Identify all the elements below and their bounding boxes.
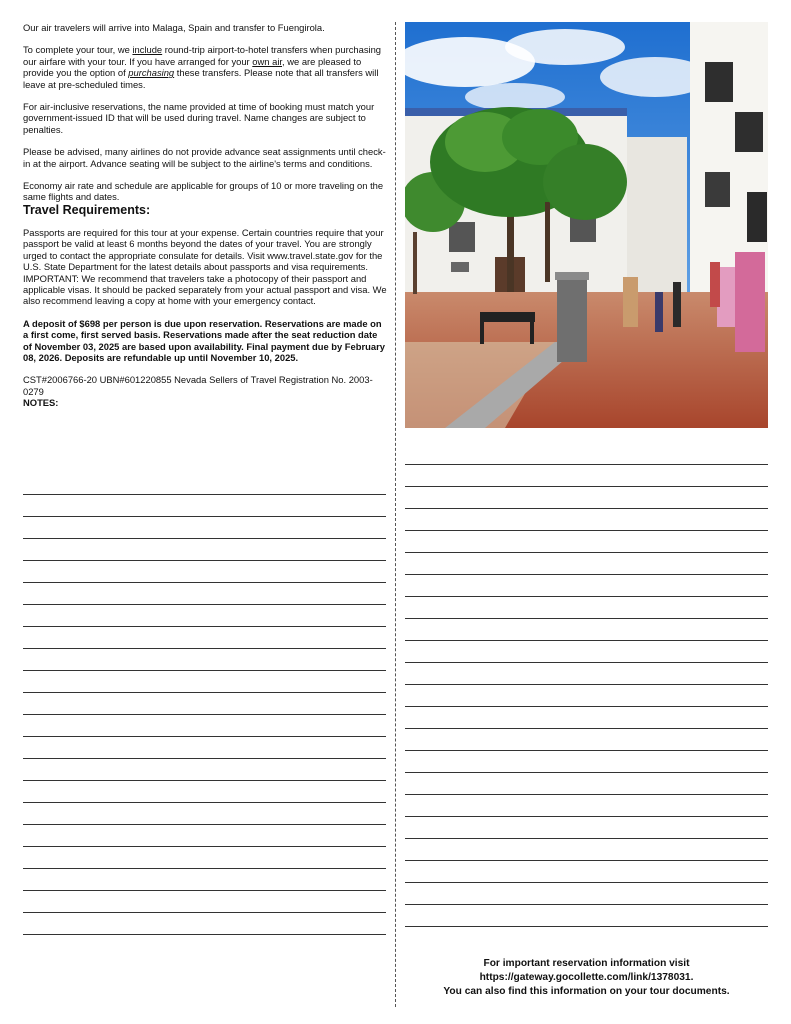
note-line[interactable] xyxy=(405,508,768,509)
note-line[interactable] xyxy=(23,582,386,583)
travel-requirements-heading: Travel Requirements: xyxy=(23,202,151,217)
note-line[interactable] xyxy=(405,860,768,861)
note-line[interactable] xyxy=(23,604,386,605)
deposit-text: A deposit of $698 per person is due upon reservation. Reservations are made on a first come, first served basis. Reservations made after the seat reduction date of November 03, 2025 are based upon availability. Final payment due by February 08, 2026. Deposits are refundable up until November 10, 2025. xyxy=(23,317,385,363)
note-line[interactable] xyxy=(405,530,768,531)
notes-label: NOTES: xyxy=(23,397,59,409)
note-line[interactable] xyxy=(23,736,386,737)
note-line[interactable] xyxy=(23,516,386,517)
reservation-link[interactable]: https://gateway.gocollette.com/link/1378031. xyxy=(479,972,694,983)
note-line[interactable] xyxy=(23,538,386,539)
note-line[interactable] xyxy=(405,904,768,905)
note-line[interactable] xyxy=(405,574,768,575)
note-line[interactable] xyxy=(405,882,768,883)
note-line[interactable] xyxy=(405,684,768,685)
note-line[interactable] xyxy=(23,912,386,913)
note-line[interactable] xyxy=(23,692,386,693)
note-line[interactable] xyxy=(405,486,768,487)
own-air-emphasis: own air xyxy=(252,55,283,67)
note-line[interactable] xyxy=(23,934,386,935)
note-line[interactable] xyxy=(405,772,768,773)
note-line[interactable] xyxy=(23,868,386,869)
footer-line-1: For important reservation information visit xyxy=(483,958,690,969)
note-line[interactable] xyxy=(405,596,768,597)
note-line[interactable] xyxy=(405,706,768,707)
note-line[interactable] xyxy=(405,464,768,465)
notes-lines-right xyxy=(405,0,768,1024)
note-line[interactable] xyxy=(23,494,386,495)
note-line[interactable] xyxy=(405,618,768,619)
important-text: IMPORTANT: We recommend that travelers take a photocopy of their passport and applicable visas. It should be packed separately from your actual passport and visa. We also recommend leaving a copy at home with your emergency contact. xyxy=(23,272,387,307)
notes-lines-left xyxy=(23,0,386,1024)
note-line[interactable] xyxy=(23,626,386,627)
note-line[interactable] xyxy=(23,714,386,715)
arrival-text: Our air travelers will arrive into Malaga, Spain and transfer to Fuengirola. xyxy=(23,22,325,33)
note-line[interactable] xyxy=(23,780,386,781)
note-line[interactable] xyxy=(23,560,386,561)
passports-text: Passports are required for this tour at your expense. Certain countries require that your passport be valid at least 6 months beyond the dates of your travel. You are strongly urged to contact the appropriate consulate for details. Visit www.travel.state.gov for the U.S. State Department for the latest details about passports and visa requirements. xyxy=(23,226,384,273)
transfers-text-part: these transfers. Please note that all transfers will leave at pre-scheduled times. xyxy=(23,67,379,90)
note-line[interactable] xyxy=(23,890,386,891)
note-line[interactable] xyxy=(23,846,386,847)
transfers-text-part: , we are pleased to provide you the option of xyxy=(23,55,362,79)
include-emphasis: include xyxy=(132,44,163,56)
reservation-info-footer xyxy=(405,957,768,999)
transfers-text-part: round-trip airport-to-hotel transfers when purchasing our airfare with your tour. If you have arranged for your xyxy=(23,44,382,67)
note-line[interactable] xyxy=(23,802,386,803)
note-line[interactable] xyxy=(405,552,768,553)
column-divider xyxy=(395,22,396,1007)
note-line[interactable] xyxy=(23,648,386,649)
note-line[interactable] xyxy=(23,670,386,671)
note-line[interactable] xyxy=(23,758,386,759)
name-match-text: For air-inclusive reservations, the name provided at time of booking must match your government-issued ID that will be used during travel. Name changes are subject to penalties. xyxy=(23,101,375,135)
note-line[interactable] xyxy=(23,824,386,825)
note-line[interactable] xyxy=(405,640,768,641)
purchasing-emphasis: purchasing xyxy=(128,67,175,79)
transfers-text-part: To complete your tour, we xyxy=(23,44,133,56)
footer-line-3: You can also find this information on your tour documents. xyxy=(443,986,730,997)
note-line[interactable] xyxy=(405,662,768,663)
economy-text: Economy air rate and schedule are applicable for groups of 10 or more traveling on the same flights and dates. xyxy=(23,180,384,203)
note-line[interactable] xyxy=(405,838,768,839)
note-line[interactable] xyxy=(405,816,768,817)
registration-text: CST#2006766-20 UBN#601220855 Nevada Sellers of Travel Registration No. 2003-0279 xyxy=(23,374,373,397)
note-line[interactable] xyxy=(405,794,768,795)
note-line[interactable] xyxy=(405,926,768,927)
seat-assignment-text: Please be advised, many airlines do not provide advance seat assignments until check-in at the airport. Advance seating will be subject to the airline's terms and conditions. xyxy=(23,146,386,169)
note-line[interactable] xyxy=(405,750,768,751)
note-line[interactable] xyxy=(405,728,768,729)
